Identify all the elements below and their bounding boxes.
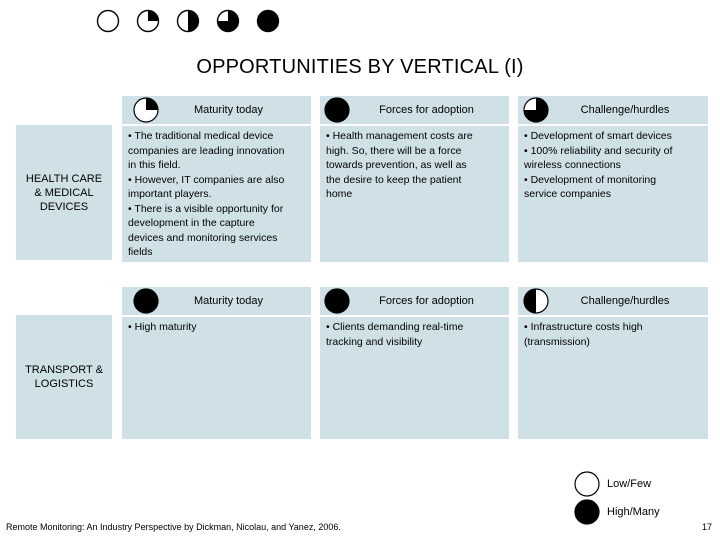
legend-high-icon bbox=[573, 498, 601, 526]
harvey-ball-empty-icon bbox=[98, 11, 119, 32]
harvey-ball-quarter-icon bbox=[132, 96, 160, 124]
footer-source: Remote Monitoring: An Industry Perspective by Dickman, Nicolau, and Yanez, 2006. bbox=[6, 522, 341, 532]
page-number: 17 bbox=[702, 522, 713, 532]
harvey-ball-half-icon bbox=[522, 287, 550, 315]
header-maturity: Maturity today bbox=[122, 96, 311, 124]
harvey-ball-three-quarter-icon bbox=[218, 11, 239, 32]
harvey-ball-full-icon bbox=[132, 287, 160, 315]
header-maturity-2: Maturity today bbox=[122, 287, 311, 315]
cell-transport-maturity: • High maturity bbox=[122, 317, 311, 439]
cell-health-maturity: • The traditional medical device companies are leading innovation in this field. • However, IT companies are also important players. • There is a visible opportunity for development in the capture devices and monitoring services fields bbox=[122, 126, 311, 262]
cell-health-forces: • Health management costs are high. So, there will be a force towards prevention, as well as the desire to keep the patient home bbox=[320, 126, 509, 262]
header-challenge-2: Challenge/hurdles bbox=[518, 287, 708, 315]
legend-high-label: High/Many bbox=[607, 506, 660, 518]
legend-low-label: Low/Few bbox=[607, 478, 652, 490]
harvey-ball-full-icon bbox=[258, 11, 279, 32]
legend-low-icon bbox=[573, 470, 601, 498]
harvey-scale bbox=[90, 6, 320, 36]
harvey-ball-three-quarter-icon bbox=[522, 96, 550, 124]
cell-health-challenge: • Development of smart devices • 100% reliability and security of wireless connections • Development of monitoring service companies bbox=[518, 126, 708, 262]
header-forces-2: Forces for adoption bbox=[320, 287, 509, 315]
harvey-ball-quarter-icon bbox=[138, 11, 159, 32]
page-title: OPPORTUNITIES BY VERTICAL (I) bbox=[196, 56, 524, 78]
harvey-ball-full-icon bbox=[323, 96, 351, 124]
row-label-health-care: HEALTH CARE & MEDICAL DEVICES bbox=[16, 125, 112, 260]
row-label-transport: TRANSPORT & LOGISTICS bbox=[16, 315, 112, 439]
harvey-ball-full-icon bbox=[323, 287, 351, 315]
cell-transport-challenge: • Infrastructure costs high (transmission) bbox=[518, 317, 708, 439]
header-forces: Forces for adoption bbox=[320, 96, 509, 124]
header-challenge: Challenge/hurdles bbox=[518, 96, 708, 124]
harvey-ball-half-icon bbox=[178, 11, 199, 32]
cell-transport-forces: • Clients demanding real-time tracking and visibility bbox=[320, 317, 509, 439]
